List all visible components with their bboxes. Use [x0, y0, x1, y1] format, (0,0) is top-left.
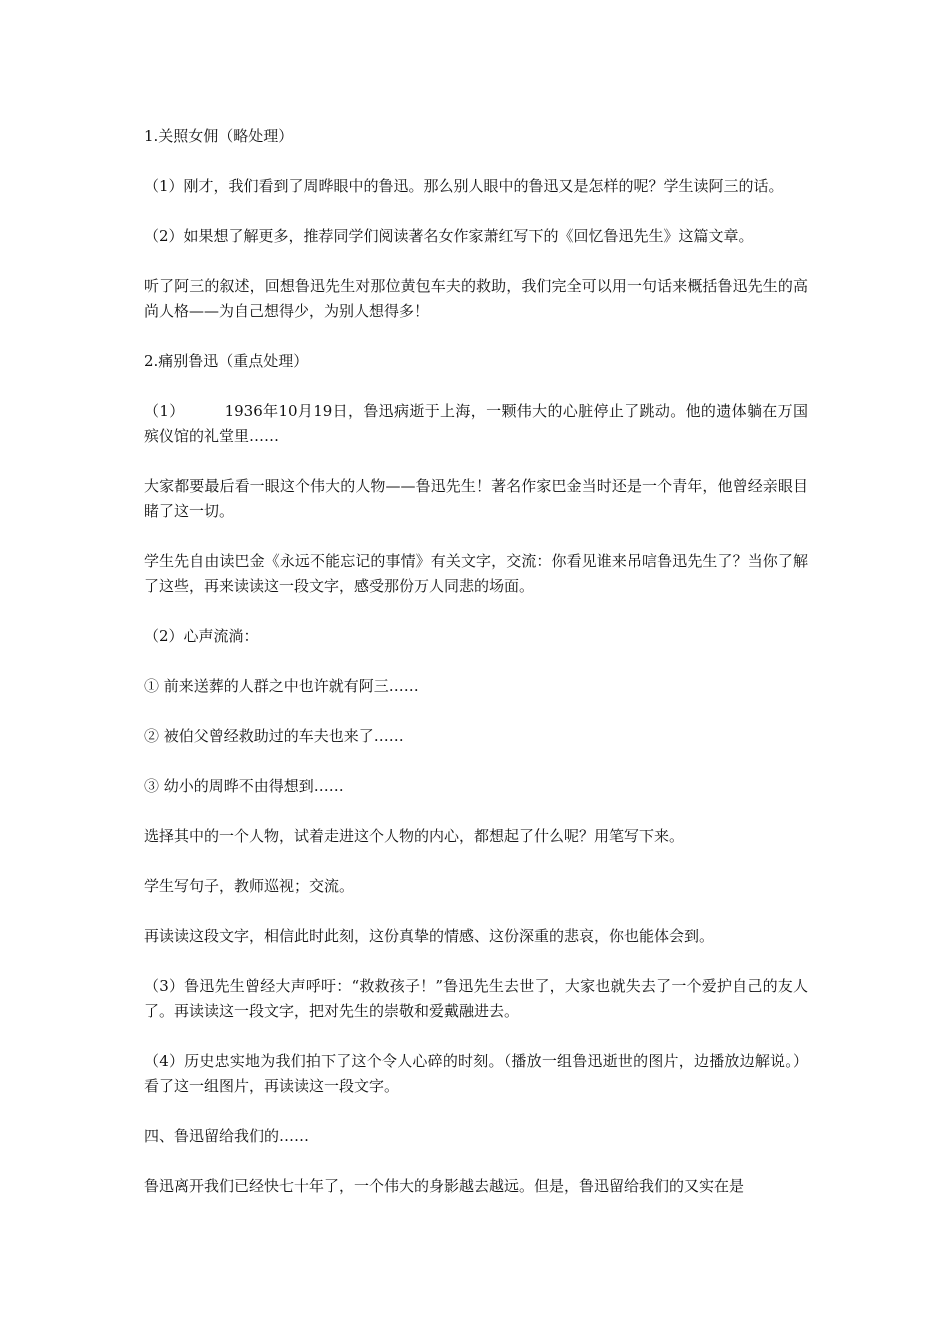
paragraph	[144, 399, 808, 449]
section-heading-farewell-luxun: 2.痛别鲁迅（重点处理）	[144, 352, 309, 370]
paragraph: （4）历史忠实地为我们拍下了这个令人心碎的时刻。（播放一组鲁迅逝世的图片，边播放边解说。）看了这一组图片，再读读这一段文字。	[144, 1052, 808, 1095]
paragraph: 大家都要最后看一眼这个伟大的人物——鲁迅先生！著名作家巴金当时还是一个青年，他曾经亲眼目睹了这一切。	[144, 477, 808, 520]
list-item: ① 前来送葬的人群之中也许就有阿三……	[144, 677, 419, 695]
list-item: ② 被伯父曾经救助过的车夫也来了……	[144, 727, 404, 745]
section-heading-care-maid: 1.关照女佣（略处理）	[144, 127, 294, 145]
paragraph: （1）刚才，我们看到了周晔眼中的鲁迅。那么别人眼中的鲁迅又是怎样的呢？学生读阿三的话。	[144, 177, 784, 195]
paragraph: 选择其中的一个人物，试着走进这个人物的内心，都想起了什么呢？用笔写下来。	[144, 827, 685, 845]
paragraph: 学生先自由读巴金《永远不能忘记的事情》有关文字，交流：你看见谁来吊唁鲁迅先生了？当你了解了这些，再来读读这一段文字，感受那份万人同悲的场面。	[144, 552, 808, 595]
paragraph: （2）如果想了解更多，推荐同学们阅读著名女作家萧红写下的《回忆鲁迅先生》这篇文章。	[144, 227, 754, 245]
list-item: ③ 幼小的周晔不由得想到……	[144, 777, 344, 795]
document-body	[144, 124, 808, 1224]
paragraph: 再读读这段文字，相信此时此刻，这份真挚的情感、这份深重的悲哀，你也能体会到。	[144, 927, 715, 945]
paragraph: 鲁迅离开我们已经快七十年了，一个伟大的身影越去越远。但是，鲁迅留给我们的又实在是	[144, 1177, 745, 1195]
paragraph: 听了阿三的叙述，回想鲁迅先生对那位黄包车夫的救助，我们完全可以用一句话来概括鲁迅先生的高尚人格——为自己想得少，为别人想得多！	[144, 277, 808, 320]
paragraph-text: 1936年10月19日，鲁迅病逝于上海，一颗伟大的心脏停止了跳动。他的遗体躺在万国殡仪馆的礼堂里……	[144, 402, 808, 445]
section-heading-luxun-legacy: 四、鲁迅留给我们的……	[144, 1127, 310, 1145]
paragraph: （3）鲁迅先生曾经大声呼吁：“救救孩子！”鲁迅先生去世了，大家也就失去了一个爱护自己的友人了。再读读这一段文字，把对先生的崇敬和爱戴融进去。	[144, 977, 808, 1020]
paragraph: （2）心声流淌：	[144, 627, 259, 645]
paragraph: 学生写句子，教师巡视；交流。	[144, 877, 355, 895]
item-marker: （1）	[144, 402, 185, 420]
